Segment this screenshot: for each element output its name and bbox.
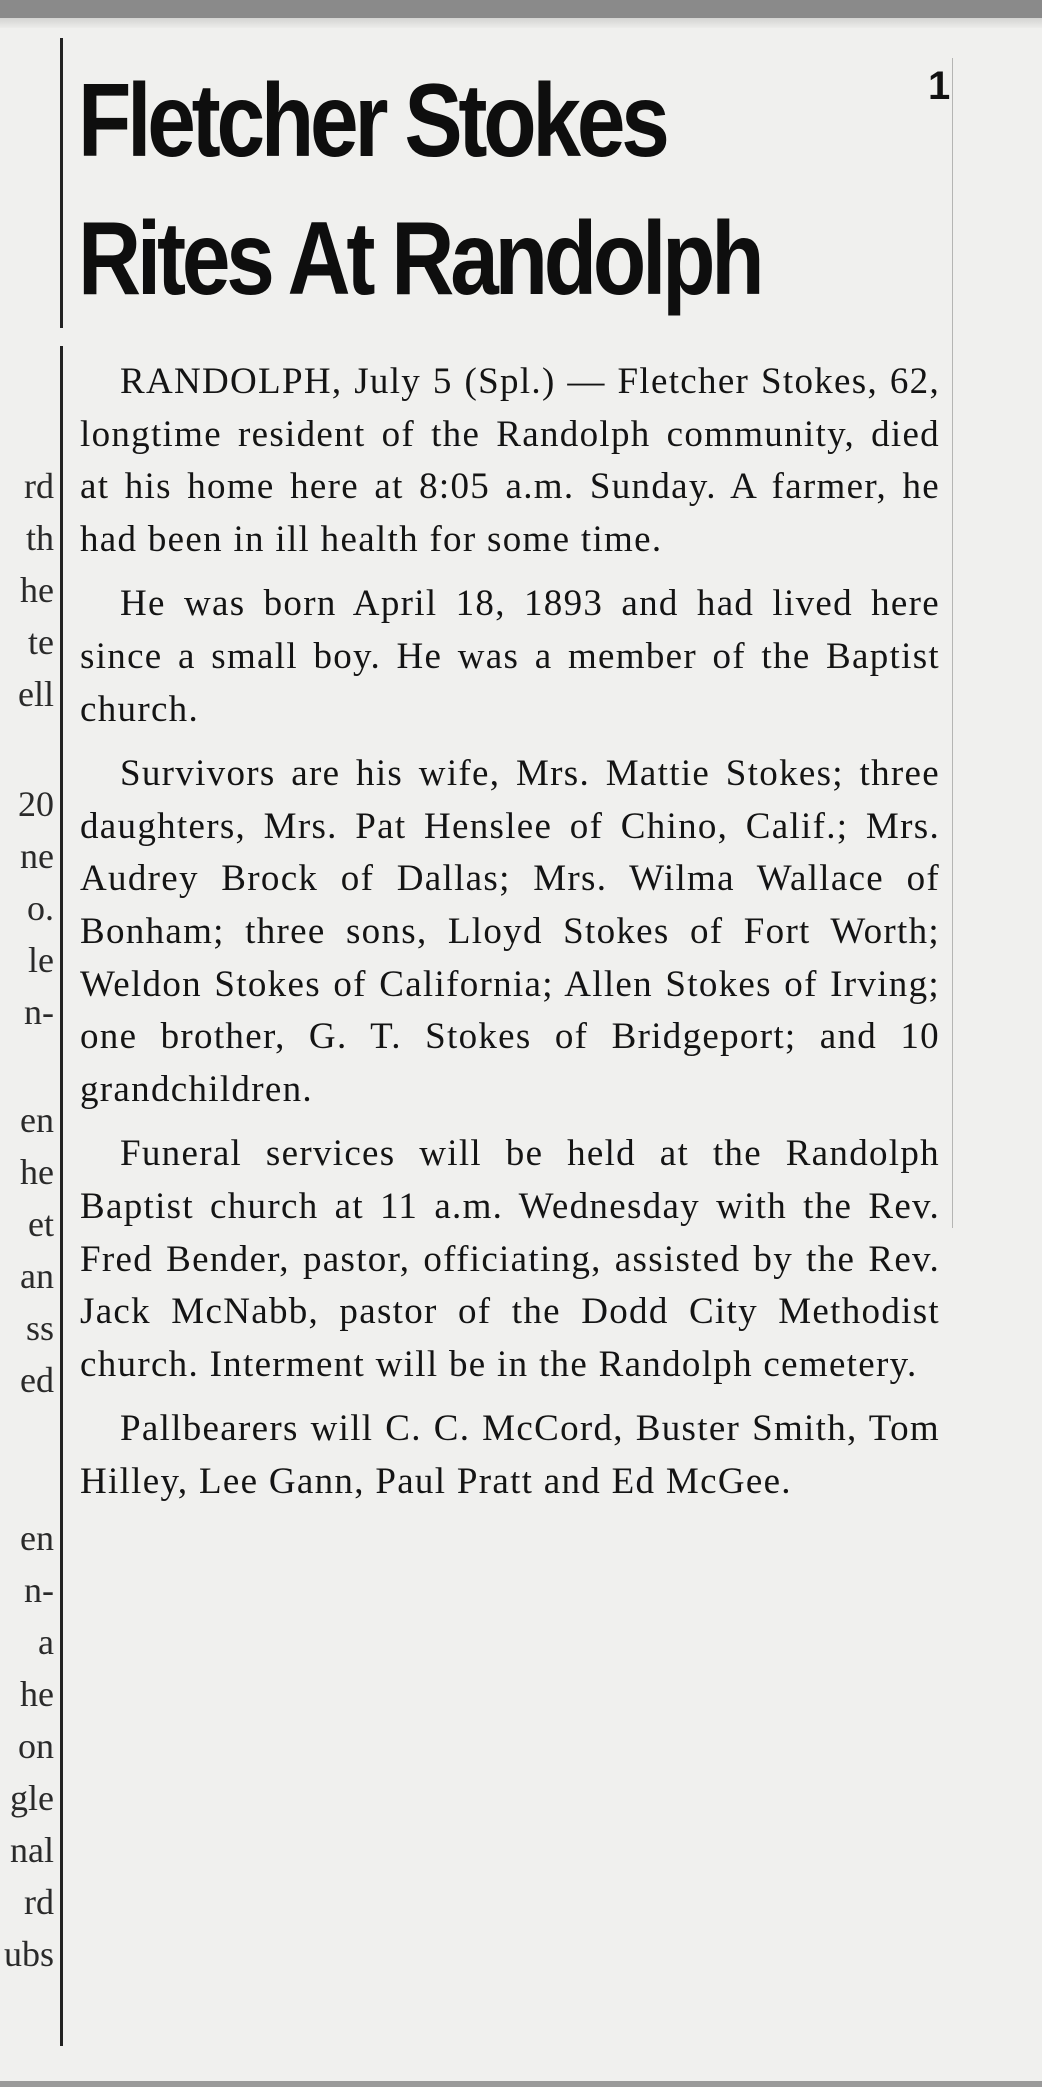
adjacent-fragment: rd bbox=[24, 1882, 54, 1922]
headline-line-1: Fletcher Stokes bbox=[78, 63, 666, 179]
adjacent-fragment: he bbox=[20, 1674, 54, 1714]
column-rule-lower bbox=[60, 346, 63, 2046]
article-paragraph: He was born April 18, 1893 and had lived here since a small boy. He was a member of the Baptist church. bbox=[80, 583, 940, 730]
adjacent-fragment: n- bbox=[24, 992, 54, 1032]
top-border-shadow bbox=[0, 18, 1042, 28]
article-paragraph: RANDOLPH, July 5 (Spl.) — Fletcher Stokes, 62, longtime resident of the Randolph community, died at his home here at 8:05 a.m. Sunday. A farmer, he had been in ill health for some time. bbox=[80, 361, 940, 560]
article-paragraph: Pallbearers will C. C. McCord, Buster Smith, Tom Hilley, Lee Gann, Paul Pratt and Ed McGee. bbox=[80, 1408, 940, 1502]
adjacent-fragment: o. bbox=[27, 888, 54, 928]
adjacent-fragment: ubs bbox=[3, 1934, 54, 1974]
newspaper-clipping bbox=[0, 28, 1042, 2087]
adjacent-fragment: on bbox=[18, 1726, 54, 1766]
adjacent-fragment: 20 bbox=[18, 784, 54, 824]
adjacent-fragment: th bbox=[25, 518, 54, 558]
adjacent-fragment: gle bbox=[10, 1778, 54, 1818]
adjacent-fragment: en bbox=[20, 1518, 54, 1558]
bottom-border bbox=[0, 2081, 1042, 2087]
adjacent-fragment: he bbox=[20, 1152, 54, 1192]
top-border bbox=[0, 0, 1042, 18]
adjacent-fragment: te bbox=[28, 622, 54, 662]
adjacent-column bbox=[0, 28, 58, 2087]
adjacent-fragment: a bbox=[38, 1622, 54, 1662]
headline bbox=[78, 52, 809, 328]
adjacent-fragment: ell bbox=[18, 674, 54, 714]
adjacent-fragment: nal bbox=[10, 1830, 54, 1870]
adjacent-fragment: n- bbox=[24, 1570, 54, 1610]
article-paragraph: Survivors are his wife, Mrs. Mattie Stokes; three daughters, Mrs. Pat Henslee of Chino, Calif.; Mrs. Audrey Brock of Dallas; Mrs. Wilma Wallace of Bonham; three sons, Lloyd Stokes of Fort Worth; Weldon Stokes of California; Allen Stokes of Irving; one brother, G. T. Stokes of Bridgeport; and 10 grandchildren. bbox=[80, 753, 940, 1110]
headline-line-2: Rites At Randolph bbox=[78, 201, 761, 317]
column-rule-upper bbox=[60, 38, 63, 328]
adjacent-fragment: an bbox=[20, 1256, 54, 1296]
adjacent-fragment: ss bbox=[25, 1308, 54, 1348]
adjacent-fragment: le bbox=[28, 940, 54, 980]
article-body bbox=[80, 356, 940, 1520]
column-rule-right bbox=[952, 58, 953, 1228]
adjacent-fragment: he bbox=[20, 570, 54, 610]
corner-mark: 1 bbox=[928, 64, 951, 108]
adjacent-fragment: rd bbox=[24, 466, 54, 506]
adjacent-fragment: ed bbox=[20, 1360, 54, 1400]
adjacent-fragment: en bbox=[20, 1100, 54, 1140]
adjacent-fragment: et bbox=[28, 1204, 54, 1244]
adjacent-fragment: ne bbox=[20, 836, 54, 876]
article-paragraph: Funeral services will be held at the Randolph Baptist church at 11 a.m. Wednesday with the Rev. Fred Bender, pastor, officiating, assisted by the Rev. Jack McNabb, pastor of the Dodd City Methodist church. Interment will be in the Randolph cemetery. bbox=[80, 1133, 940, 1385]
